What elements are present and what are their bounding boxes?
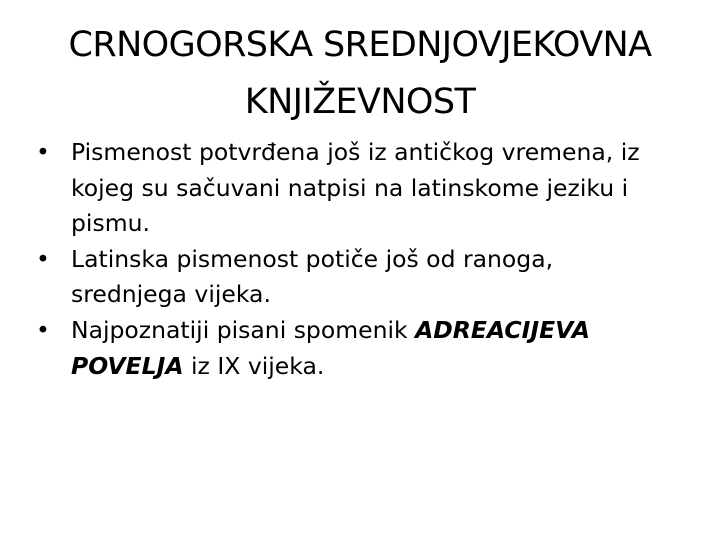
bullet-text-3-before: Najpoznatiji pisani spomenik — [71, 315, 416, 344]
slide-title-line-2: KNJIŽEVNOST — [244, 82, 476, 122]
bullet-text-1: Pismenost potvrđena još iz antičkog vremena, iz kojeg su sačuvani natpisi na latinskome jeziku i pismu. — [71, 138, 640, 238]
bullet-text-3-after: iz IX vijeka. — [183, 351, 325, 380]
bullet-marker-icon: • — [36, 315, 50, 344]
bullet-list — [36, 135, 676, 384]
slide-title — [36, 17, 684, 131]
bullet-item-1 — [36, 135, 676, 242]
slide-title-line-1: CRNOGORSKA SREDNJOVJEKOVNA — [68, 25, 652, 65]
bullet-text-3-emphasis: ADREACIJEVA POVELJA — [71, 315, 590, 380]
bullet-marker-icon: • — [36, 138, 50, 166]
bullet-item-2 — [36, 242, 676, 313]
bullet-marker-icon: • — [36, 244, 50, 273]
bullet-text-3 — [71, 313, 676, 384]
bullet-item-3 — [36, 313, 676, 384]
bullet-text-2: Latinska pismenost potiče još od ranoga, srednjega vijeka. — [71, 244, 554, 309]
